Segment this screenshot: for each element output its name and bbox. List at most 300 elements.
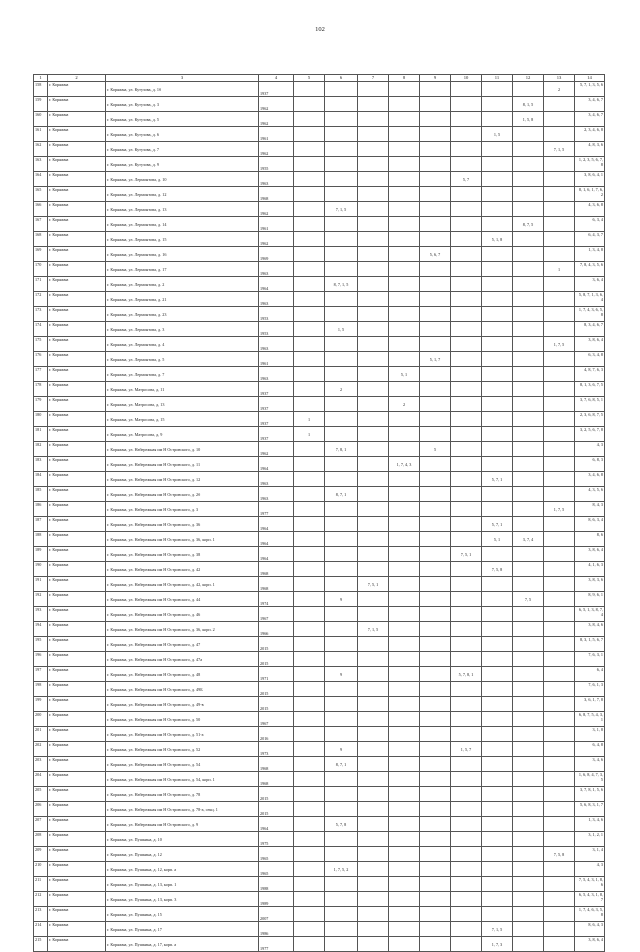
codes-cell: 3, 1, 2, 1: [575, 832, 605, 847]
value-cell: [544, 622, 575, 637]
settlement-cell: г. Коряжма: [48, 757, 106, 772]
address-cell: [106, 277, 259, 292]
value-cell-text: [390, 277, 418, 282]
value-cell: [544, 397, 575, 412]
value-cell-text: [452, 817, 480, 822]
codes-cell: 5, 8, 7, 1, 3, 6, 4: [575, 292, 605, 307]
year-cell: [259, 607, 294, 622]
col-header: 14: [575, 75, 605, 82]
col-header: 1: [34, 75, 48, 82]
address-cell-text: г. Коряжма, ул. Набережная им Н Островского, д. 54, корп. 1: [107, 776, 215, 782]
value-cell-text: [295, 727, 323, 732]
value-cell: [513, 922, 544, 937]
value-cell-text: [390, 337, 418, 342]
value-cell-text: [545, 577, 573, 582]
settlement-cell: г. Коряжма: [48, 862, 106, 877]
value-cell-text: [359, 712, 387, 717]
value-cell-text: [390, 307, 418, 312]
value-cell: [358, 712, 389, 727]
value-cell: [294, 592, 325, 607]
value-cell: [389, 547, 420, 562]
value-cell-text: [295, 907, 323, 912]
value-cell-text: [514, 742, 542, 747]
value-cell-text: [359, 727, 387, 732]
value-cell: [389, 382, 420, 397]
value-cell: [294, 547, 325, 562]
value-cell: [325, 472, 358, 487]
value-cell: [358, 397, 389, 412]
codes-cell: 4, 1, 6, 3: [575, 562, 605, 577]
value-cell: [513, 727, 544, 742]
address-cell: [106, 82, 259, 97]
address-cell-text: г. Коряжма, ул. Пушкина, д. 13, корп. 1: [107, 881, 177, 887]
value-cell: [358, 112, 389, 127]
value-cell: [451, 562, 482, 577]
value-cell: [544, 322, 575, 337]
value-cell: [358, 907, 389, 922]
year-cell-text: 1937: [260, 391, 269, 396]
value-cell: [389, 937, 420, 952]
value-cell: [389, 562, 420, 577]
value-cell: [513, 907, 544, 922]
value-cell: [358, 187, 389, 202]
table-row: [34, 577, 605, 592]
value-cell: [420, 232, 451, 247]
value-cell: [544, 367, 575, 382]
value-cell: [482, 502, 513, 517]
value-cell-text: [421, 607, 449, 612]
address-cell-text: г. Коряжма, ул. Лермонтова, д. 10: [107, 176, 167, 182]
value-cell-text: [421, 157, 449, 162]
value-cell-text: [326, 157, 356, 162]
value-cell: [294, 127, 325, 142]
value-cell: [544, 292, 575, 307]
value-cell: [544, 172, 575, 187]
value-cell: [389, 607, 420, 622]
year-cell: [259, 382, 294, 397]
value-cell-text: [545, 637, 573, 642]
value-cell: [294, 562, 325, 577]
col-header: 5: [294, 75, 325, 82]
value-cell: [358, 877, 389, 892]
value-cell-text: [295, 97, 323, 102]
codes-cell: 4, 3: [575, 442, 605, 457]
value-cell: [513, 697, 544, 712]
value-cell: [513, 322, 544, 337]
settlement-cell: г. Коряжма: [48, 352, 106, 367]
value-cell-text: [390, 577, 418, 582]
year-cell-text: 2015: [260, 661, 269, 666]
codes-cell: 3, 8, 3, 6: [575, 577, 605, 592]
value-cell-text: 1, 5, 8: [522, 117, 534, 122]
row-number-cell: 193: [34, 607, 48, 622]
address-cell-text: г. Коряжма, ул. Матросова, д. 13: [107, 401, 165, 407]
value-cell-text: [514, 547, 542, 552]
value-cell: [389, 322, 420, 337]
value-cell-text: 3, 7, 4: [522, 537, 534, 542]
value-cell: [420, 472, 451, 487]
value-cell: [482, 397, 513, 412]
value-cell-text: [483, 292, 511, 297]
value-cell: [544, 832, 575, 847]
value-cell-text: [390, 682, 418, 687]
value-cell-text: [295, 142, 323, 147]
value-cell-text: [295, 757, 323, 762]
value-cell: [294, 697, 325, 712]
value-cell-text: [514, 577, 542, 582]
year-cell-text: 2007: [260, 916, 269, 921]
value-cell-text: [295, 562, 323, 567]
value-cell: [389, 532, 420, 547]
value-cell-text: [514, 382, 542, 387]
codes-cell: 3, 4, 6: [575, 757, 605, 772]
value-cell: [544, 337, 575, 352]
value-cell-text: [545, 442, 573, 447]
value-cell: [513, 937, 544, 952]
year-cell-text: 1968: [260, 586, 269, 591]
value-cell: [294, 337, 325, 352]
value-cell: [294, 622, 325, 637]
address-cell: [106, 562, 259, 577]
value-cell-text: [326, 262, 356, 267]
value-cell-text: [452, 442, 480, 447]
table-row: [34, 517, 605, 532]
value-cell: [294, 382, 325, 397]
address-cell: [106, 622, 259, 637]
value-cell: [482, 562, 513, 577]
value-cell: [513, 892, 544, 907]
settlement-cell: г. Коряжма: [48, 457, 106, 472]
value-cell-text: [359, 412, 387, 417]
table-row: [34, 187, 605, 202]
table-row: [34, 382, 605, 397]
value-cell-text: [545, 517, 573, 522]
row-number-cell: 161: [34, 127, 48, 142]
value-cell-text: [359, 202, 387, 207]
table-row: [34, 157, 605, 172]
value-cell: [451, 172, 482, 187]
address-cell: [106, 577, 259, 592]
value-cell-text: [452, 307, 480, 312]
value-cell: [420, 937, 451, 952]
value-cell: [513, 352, 544, 367]
value-cell-text: [483, 217, 511, 222]
value-cell-text: [295, 337, 323, 342]
value-cell: [451, 127, 482, 142]
value-cell-text: [514, 232, 542, 237]
value-cell: [325, 757, 358, 772]
value-cell: [358, 622, 389, 637]
value-cell-text: [514, 472, 542, 477]
value-cell-text: 5, 1, 7: [429, 357, 441, 362]
value-cell-text: [390, 517, 418, 522]
year-cell-text: 1962: [260, 211, 269, 216]
address-cell-text: г. Коряжма, ул. Набережная им Н Островского, д. 38: [107, 551, 201, 557]
row-number-cell: 160: [34, 112, 48, 127]
value-cell-text: [421, 187, 449, 192]
value-cell: [451, 157, 482, 172]
value-cell: [451, 847, 482, 862]
value-cell: [513, 517, 544, 532]
value-cell: [389, 757, 420, 772]
value-cell: [482, 472, 513, 487]
value-cell-text: [545, 532, 573, 537]
address-cell: [106, 202, 259, 217]
value-cell-text: [545, 727, 573, 732]
value-cell-text: [545, 187, 573, 192]
value-cell-text: [359, 562, 387, 567]
value-cell: [420, 532, 451, 547]
settlement-cell: г. Коряжма: [48, 802, 106, 817]
value-cell: [389, 742, 420, 757]
value-cell: [420, 832, 451, 847]
value-cell: [389, 427, 420, 442]
table-row: [34, 337, 605, 352]
value-cell: [358, 127, 389, 142]
value-cell: [451, 517, 482, 532]
address-cell-text: г. Коряжма, ул. Лермонтова, д. 16: [107, 251, 167, 257]
value-cell: [482, 292, 513, 307]
value-cell-text: [483, 262, 511, 267]
value-cell: [325, 97, 358, 112]
address-cell-text: г. Коряжма, ул. Набережная им Н Островского, д. 3: [107, 506, 199, 512]
value-cell: [420, 397, 451, 412]
codes-cell: 1, 6, 8, 4, 7, 3, 5: [575, 772, 605, 787]
value-cell: [294, 877, 325, 892]
value-cell-text: [390, 292, 418, 297]
value-cell: [420, 367, 451, 382]
value-cell-text: [390, 322, 418, 327]
value-cell: [482, 622, 513, 637]
year-cell: [259, 82, 294, 97]
value-cell: [544, 712, 575, 727]
year-cell: [259, 247, 294, 262]
value-cell-text: [483, 832, 511, 837]
address-cell-text: г. Коряжма, ул. Набережная им Н Островского, д. 36, корп. 2: [107, 626, 215, 632]
address-cell-text: г. Коряжма, ул. Набережная им Н Островского, д. 47а: [107, 656, 203, 662]
row-number-cell: 199: [34, 697, 48, 712]
value-cell: [325, 352, 358, 367]
value-cell: [389, 832, 420, 847]
value-cell-text: [390, 757, 418, 762]
value-cell: [482, 217, 513, 232]
value-cell-text: [545, 157, 573, 162]
year-cell-text: 1963: [260, 481, 269, 486]
value-cell: [358, 667, 389, 682]
value-cell: [294, 172, 325, 187]
year-cell: [259, 787, 294, 802]
value-cell: [482, 832, 513, 847]
value-cell: [325, 307, 358, 322]
value-cell-text: [452, 262, 480, 267]
value-cell: [358, 682, 389, 697]
value-cell: [451, 292, 482, 307]
value-cell: [451, 577, 482, 592]
value-cell: [325, 922, 358, 937]
value-cell: [294, 322, 325, 337]
address-cell-text: г. Коряжма, ул. Набережная им Н Островского, д. 36, корп. 1: [107, 536, 215, 542]
value-cell: [451, 742, 482, 757]
year-cell-text: 1961: [260, 361, 269, 366]
value-cell-text: [545, 427, 573, 432]
value-cell-text: [452, 277, 480, 282]
value-cell: [325, 277, 358, 292]
value-cell: [294, 577, 325, 592]
row-number-cell: 211: [34, 877, 48, 892]
value-cell: [513, 202, 544, 217]
value-cell: [358, 442, 389, 457]
year-cell: [259, 502, 294, 517]
address-cell: [106, 307, 259, 322]
value-cell: [420, 892, 451, 907]
col-header: 12: [513, 75, 544, 82]
value-cell: [325, 262, 358, 277]
address-cell-text: г. Коряжма, ул. Лермонтова, д. 7: [107, 371, 165, 377]
value-cell-text: [359, 367, 387, 372]
value-cell-text: [452, 232, 480, 237]
table-row: [34, 772, 605, 787]
value-cell: [294, 922, 325, 937]
value-cell: [325, 787, 358, 802]
value-cell: [358, 427, 389, 442]
codes-cell: 3, 7, 6, 8, 5, 1: [575, 397, 605, 412]
value-cell-text: [390, 142, 418, 147]
value-cell: [358, 367, 389, 382]
value-cell-text: [359, 517, 387, 522]
year-cell: [259, 907, 294, 922]
value-cell-text: [452, 577, 480, 582]
value-cell-text: 5, 1, 8: [491, 237, 503, 242]
address-cell-text: г. Коряжма, ул. Набережная им Н Островского, д. 54: [107, 761, 201, 767]
value-cell-text: [326, 832, 356, 837]
row-number-cell: 158: [34, 82, 48, 97]
value-cell-text: [421, 742, 449, 747]
value-cell-text: [295, 112, 323, 117]
value-cell: [325, 232, 358, 247]
year-cell: [259, 667, 294, 682]
year-cell: [259, 817, 294, 832]
value-cell: [482, 442, 513, 457]
value-cell: [294, 517, 325, 532]
value-cell-text: [514, 622, 542, 627]
value-cell: [420, 742, 451, 757]
value-cell: [544, 562, 575, 577]
value-cell: [325, 712, 358, 727]
address-cell-text: г. Коряжма, ул. Лермонтова, д. 5: [107, 356, 165, 362]
value-cell-text: [545, 112, 573, 117]
row-number-cell: 212: [34, 892, 48, 907]
value-cell: [389, 112, 420, 127]
table-row: [34, 697, 605, 712]
value-cell: [325, 802, 358, 817]
value-cell: [325, 217, 358, 232]
value-cell: [325, 202, 358, 217]
value-cell-text: [514, 637, 542, 642]
address-cell-text: г. Коряжма, ул. Набережная им Н Островского, д. 42, корп. 1: [107, 581, 215, 587]
value-cell-text: [295, 802, 323, 807]
value-cell-text: [295, 892, 323, 897]
value-cell-text: [326, 97, 356, 102]
year-cell: [259, 442, 294, 457]
year-cell-text: 1937: [260, 421, 269, 426]
row-number-cell: 173: [34, 307, 48, 322]
settlement-cell: г. Коряжма: [48, 487, 106, 502]
value-cell: [325, 157, 358, 172]
address-cell-text: г. Коряжма, ул. Набережная им Н Островского, д. 9: [107, 821, 199, 827]
value-cell: [451, 307, 482, 322]
value-cell: [482, 547, 513, 562]
value-cell-text: [295, 247, 323, 252]
address-cell-text: г. Коряжма, ул. Набережная им Н Островского, д. 11: [107, 461, 201, 467]
value-cell: [513, 592, 544, 607]
value-cell: [420, 202, 451, 217]
value-cell-text: [452, 787, 480, 792]
value-cell-text: [359, 262, 387, 267]
value-cell: [389, 172, 420, 187]
value-cell-text: [390, 217, 418, 222]
value-cell-text: [421, 892, 449, 897]
settlement-cell: г. Коряжма: [48, 922, 106, 937]
codes-cell: 8, 6, 3, 4: [575, 517, 605, 532]
value-cell-text: 2: [339, 387, 343, 392]
value-cell: [513, 367, 544, 382]
value-cell: [482, 937, 513, 952]
value-cell: [294, 247, 325, 262]
value-cell-text: [326, 652, 356, 657]
value-cell: [389, 187, 420, 202]
year-cell: [259, 757, 294, 772]
value-cell: [389, 802, 420, 817]
value-cell-text: [326, 172, 356, 177]
address-cell: [106, 847, 259, 862]
year-cell: [259, 562, 294, 577]
settlement-cell: г. Коряжма: [48, 202, 106, 217]
value-cell-text: [545, 622, 573, 627]
value-cell-text: 5, 7: [462, 177, 470, 182]
value-cell-text: [326, 232, 356, 237]
year-cell: [259, 142, 294, 157]
value-cell: [325, 247, 358, 262]
value-cell-text: 5, 1: [400, 372, 408, 377]
row-number-cell: 186: [34, 502, 48, 517]
value-cell: [294, 742, 325, 757]
value-cell: [325, 337, 358, 352]
value-cell-text: 7, 5: [524, 597, 532, 602]
value-cell-text: [452, 112, 480, 117]
row-number-cell: 203: [34, 757, 48, 772]
value-cell: [325, 562, 358, 577]
value-cell-text: [390, 727, 418, 732]
table-row: [34, 232, 605, 247]
value-cell: [389, 457, 420, 472]
value-cell-text: 1, 5, 7: [460, 747, 472, 752]
value-cell-text: [326, 532, 356, 537]
value-cell-text: [295, 532, 323, 537]
codes-cell: 4, 3, 5, 6: [575, 487, 605, 502]
value-cell: [451, 277, 482, 292]
value-cell-text: [359, 757, 387, 762]
value-cell-text: [390, 442, 418, 447]
value-cell-text: [452, 247, 480, 252]
value-cell-text: [483, 862, 511, 867]
table-row: [34, 727, 605, 742]
value-cell-text: [545, 487, 573, 492]
value-cell-text: [421, 877, 449, 882]
value-cell-text: 5: [433, 447, 437, 452]
table-row: [34, 142, 605, 157]
value-cell: [544, 157, 575, 172]
value-cell-text: [295, 607, 323, 612]
